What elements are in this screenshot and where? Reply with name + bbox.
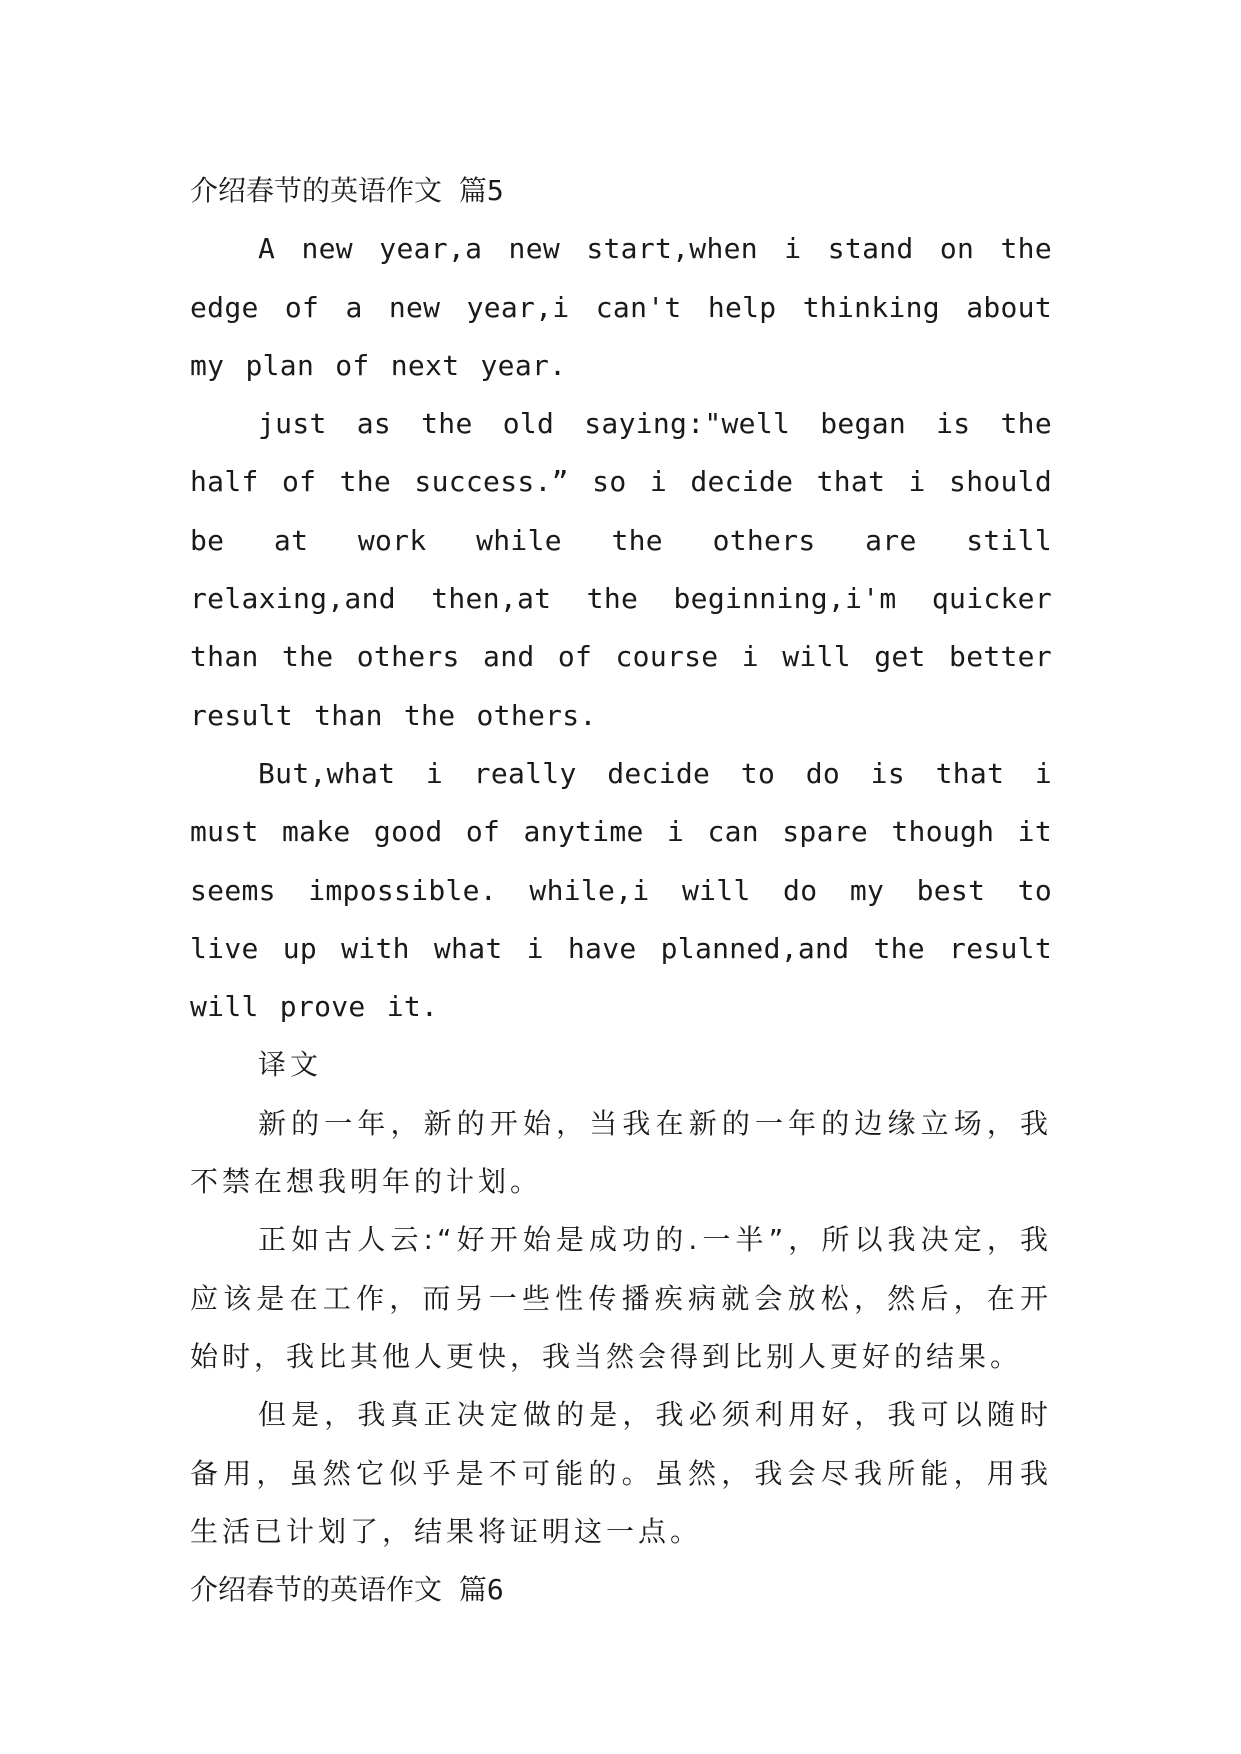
chinese-paragraph-2: 正如古人云:“好开始是成功的.一半”，所以我决定，我应该是在工作，而另一些性传播疾病就会放松，然后，在开始时，我比其他人更快，我当然会得到比别人更好的结果。 — [190, 1223, 1052, 1373]
document-body — [190, 162, 1052, 1619]
section-6-title: 介绍春节的英语作文 篇6 — [190, 1573, 504, 1607]
translation-label: 译文 — [258, 1048, 323, 1082]
chinese-paragraph-1: 新的一年，新的开始，当我在新的一年的边缘立场，我不禁在想我明年的计划。 — [190, 1106, 1052, 1199]
english-paragraph-3: But,what i really decide to do is that i must make good of anytime i can spare though it seems impossible. while,i will do my best to live up with what i have planned,and the result will prove it. — [190, 756, 1052, 1024]
chinese-paragraph-3: 但是，我真正决定做的是，我必须利用好，我可以随时备用，虽然它似乎是不可能的。虽然，我会尽我所能，用我生活已计划了，结果将证明这一点。 — [190, 1398, 1052, 1548]
section-5-title: 介绍春节的英语作文 篇5 — [190, 174, 504, 207]
english-paragraph-1: A new year,a new start,when i stand on the edge of a new year,i can't help thinking about my plan of next year. — [190, 232, 1052, 382]
english-paragraph-2: just as the old saying:"well began is the half of the success.” so i decide that i should be at work while the others are still relaxing,and then,at the beginning,i'm quicker than the others and of course i will get better result than the others. — [190, 407, 1052, 732]
